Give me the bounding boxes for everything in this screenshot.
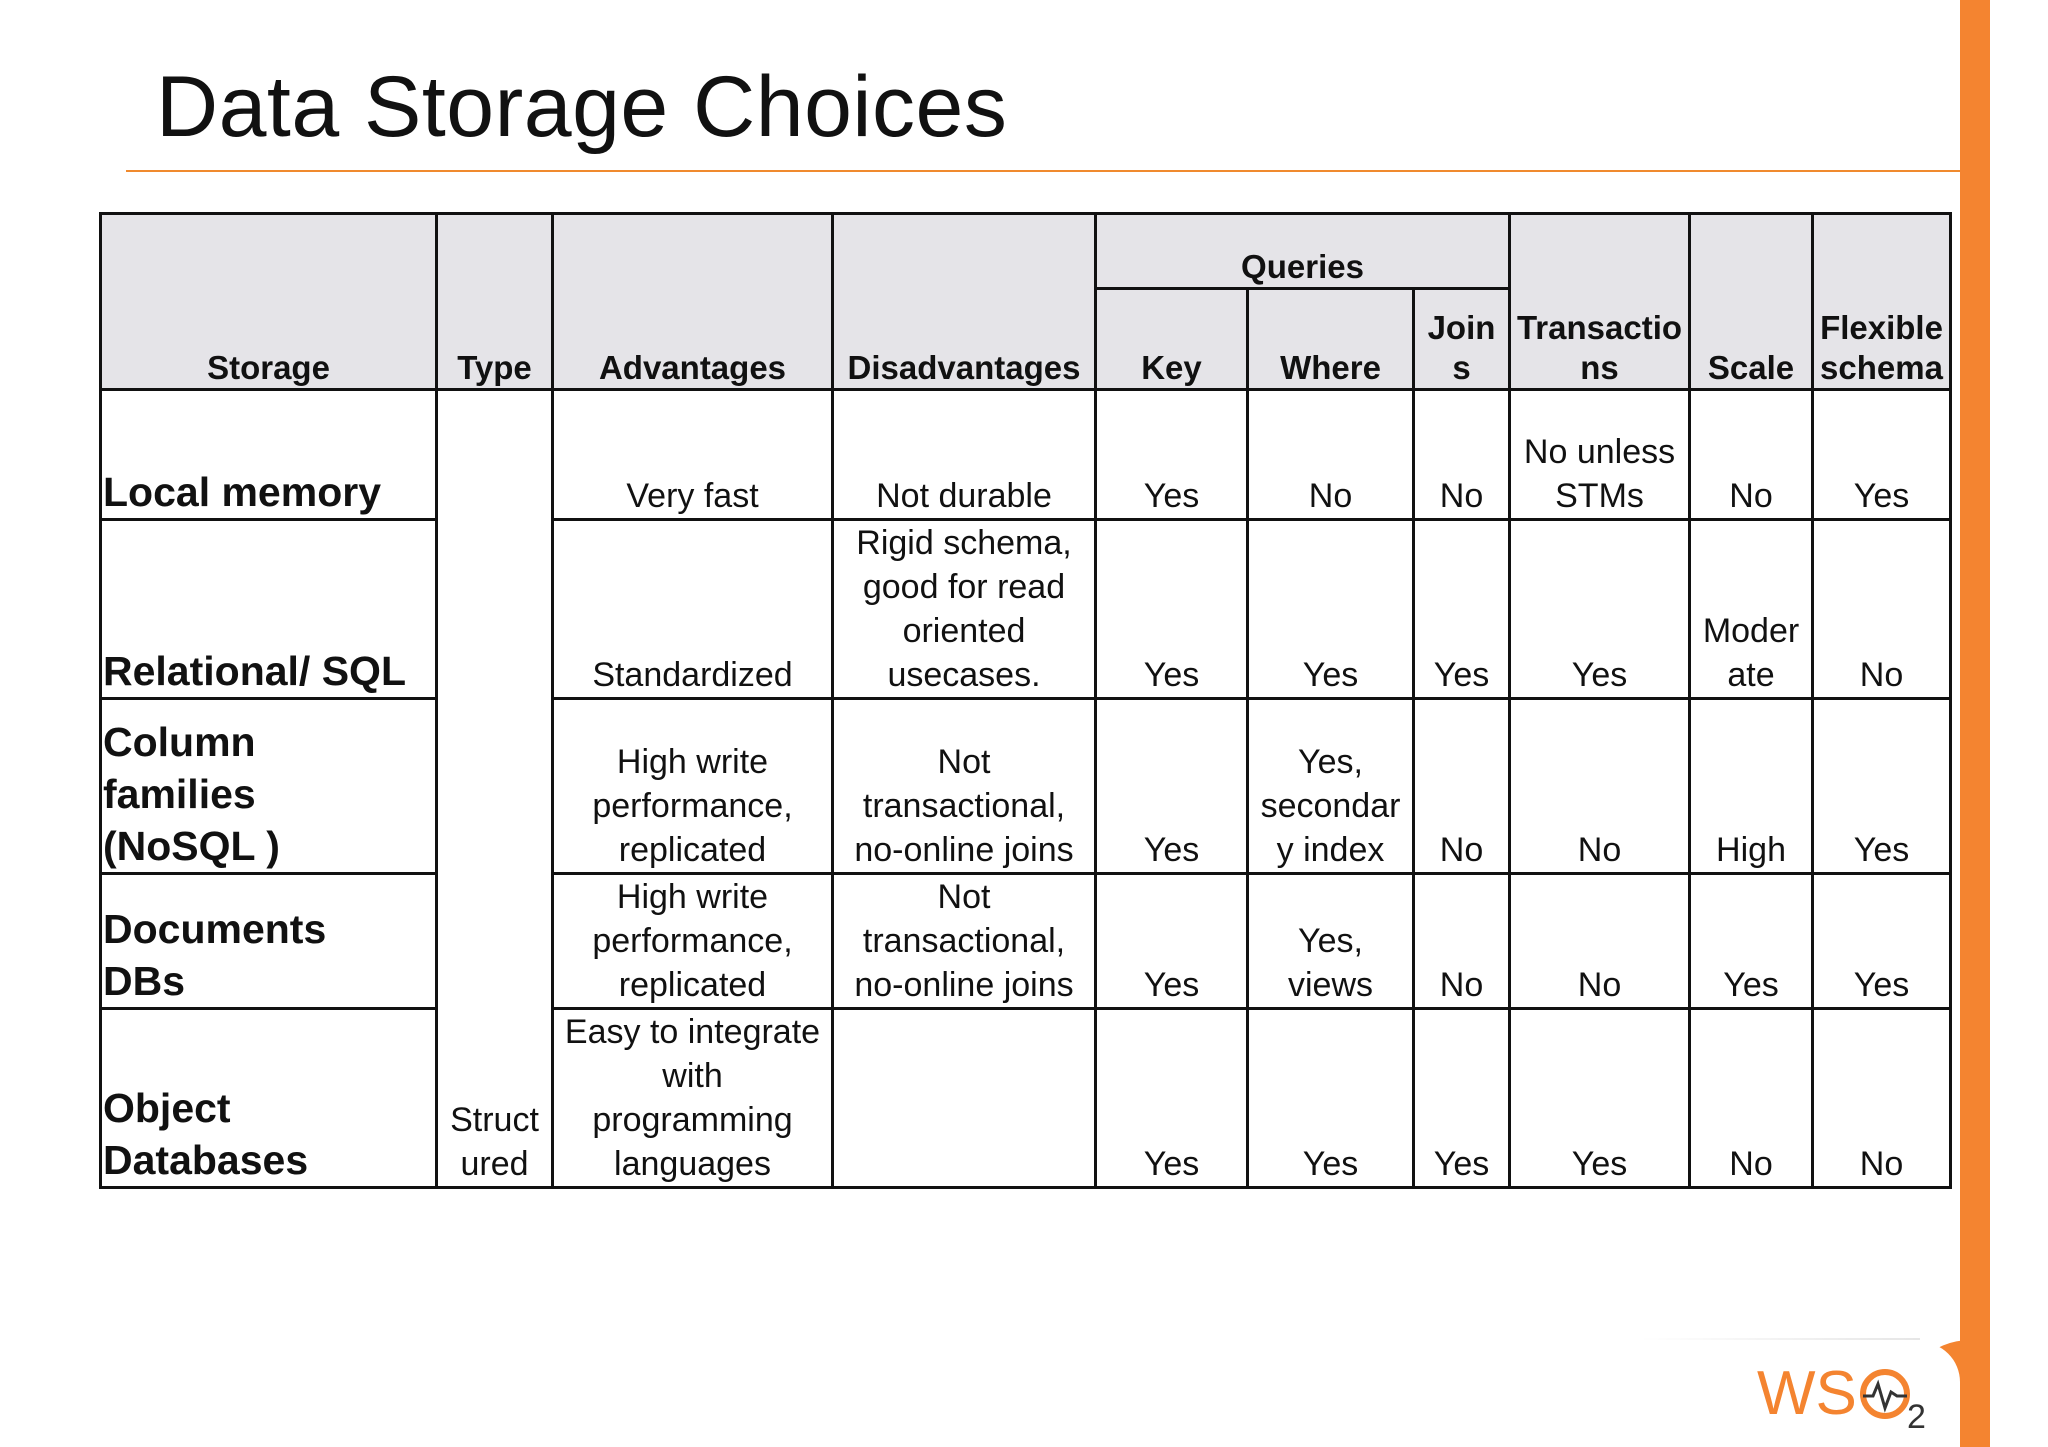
type-cell: Struct ured bbox=[437, 390, 553, 1188]
row-key: Yes bbox=[1096, 699, 1248, 874]
row-storage-name: Column families (NoSQL ) bbox=[101, 699, 437, 874]
row-joins: No bbox=[1414, 390, 1510, 520]
storage-comparison-table bbox=[99, 212, 1952, 1189]
row-advantages: Easy to integrate with programming languages bbox=[553, 1009, 833, 1188]
row-storage-name: Object Databases bbox=[101, 1009, 437, 1188]
header-queries: Queries bbox=[1096, 214, 1510, 289]
row-storage-name: Relational/ SQL bbox=[101, 520, 437, 699]
row-key: Yes bbox=[1096, 520, 1248, 699]
header-key: Key bbox=[1096, 289, 1248, 390]
logo-subscript: 2 bbox=[1907, 1398, 1926, 1432]
header-where: Where bbox=[1248, 289, 1414, 390]
row-where: Yes bbox=[1248, 520, 1414, 699]
row-disadvantages: Rigid schema, good for read oriented usecases. bbox=[833, 520, 1096, 699]
row-where: Yes, secondar y index bbox=[1248, 699, 1414, 874]
row-transactions: No bbox=[1510, 699, 1690, 874]
row-scale: High bbox=[1690, 699, 1813, 874]
row-transactions: Yes bbox=[1510, 520, 1690, 699]
logo-letters: WS bbox=[1757, 1359, 1857, 1428]
row-transactions: Yes bbox=[1510, 1009, 1690, 1188]
table-row bbox=[101, 1009, 1951, 1188]
row-storage-name: Documents DBs bbox=[101, 874, 437, 1009]
table-row bbox=[101, 874, 1951, 1009]
footer-shade-line bbox=[1640, 1338, 1920, 1340]
row-advantages: Standardized bbox=[553, 520, 833, 699]
header-type: Type bbox=[437, 214, 553, 390]
wso2-logo bbox=[1755, 1352, 1935, 1432]
row-advantages: Very fast bbox=[553, 390, 833, 520]
row-disadvantages: Not durable bbox=[833, 390, 1096, 520]
header-flexible-schema: Flexible schema bbox=[1813, 214, 1951, 390]
row-transactions: No bbox=[1510, 874, 1690, 1009]
row-disadvantages: Not transactional, no-online joins bbox=[833, 699, 1096, 874]
row-flexible-schema: Yes bbox=[1813, 699, 1951, 874]
row-transactions: No unless STMs bbox=[1510, 390, 1690, 520]
logo-pulse-line bbox=[1863, 1384, 1907, 1408]
title-divider bbox=[126, 170, 1960, 172]
table-row bbox=[101, 390, 1951, 520]
row-flexible-schema: Yes bbox=[1813, 390, 1951, 520]
row-key: Yes bbox=[1096, 1009, 1248, 1188]
accent-side-bar bbox=[1960, 0, 1990, 1447]
row-where: Yes, views bbox=[1248, 874, 1414, 1009]
row-scale: Moder ate bbox=[1690, 520, 1813, 699]
row-joins: No bbox=[1414, 874, 1510, 1009]
row-advantages: High write performance, replicated bbox=[553, 699, 833, 874]
row-flexible-schema: No bbox=[1813, 520, 1951, 699]
header-scale: Scale bbox=[1690, 214, 1813, 390]
row-key: Yes bbox=[1096, 390, 1248, 520]
row-key: Yes bbox=[1096, 874, 1248, 1009]
header-disadvantages: Disadvantages bbox=[833, 214, 1096, 390]
header-joins: Join s bbox=[1414, 289, 1510, 390]
row-disadvantages bbox=[833, 1009, 1096, 1188]
row-flexible-schema: No bbox=[1813, 1009, 1951, 1188]
row-where: No bbox=[1248, 390, 1414, 520]
header-advantages: Advantages bbox=[553, 214, 833, 390]
row-advantages: High write performance, replicated bbox=[553, 874, 833, 1009]
row-scale: No bbox=[1690, 1009, 1813, 1188]
row-joins: Yes bbox=[1414, 1009, 1510, 1188]
header-storage: Storage bbox=[101, 214, 437, 390]
header-transactions: Transactio ns bbox=[1510, 214, 1690, 390]
row-where: Yes bbox=[1248, 1009, 1414, 1188]
table-row bbox=[101, 699, 1951, 874]
row-flexible-schema: Yes bbox=[1813, 874, 1951, 1009]
row-storage-name: Local memory bbox=[101, 390, 437, 520]
slide-title: Data Storage Choices bbox=[156, 59, 1008, 155]
row-scale: No bbox=[1690, 390, 1813, 520]
row-scale: Yes bbox=[1690, 874, 1813, 1009]
row-joins: Yes bbox=[1414, 520, 1510, 699]
row-joins: No bbox=[1414, 699, 1510, 874]
row-disadvantages: Not transactional, no-online joins bbox=[833, 874, 1096, 1009]
table-row bbox=[101, 520, 1951, 699]
